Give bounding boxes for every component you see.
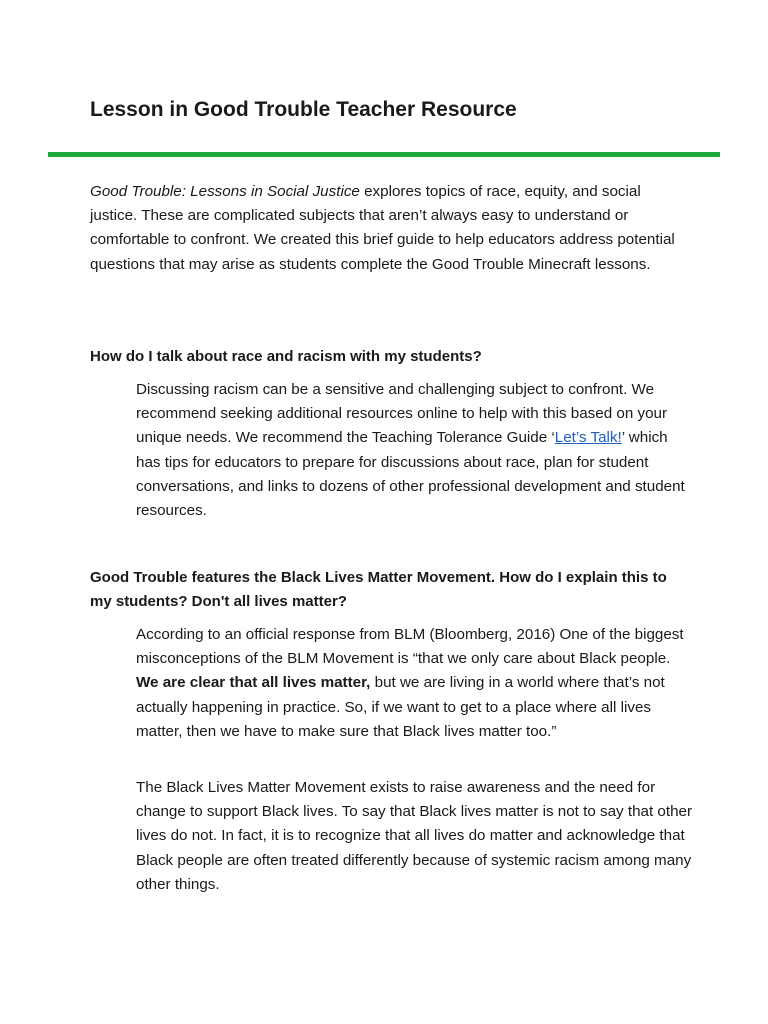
title-divider xyxy=(48,152,720,157)
intro-paragraph xyxy=(90,180,690,277)
answer-race-text-end: ’ which has tips for educators to prepare for discussions about race, plan for student conversations, and links to dozens of other professional development and student resources. xyxy=(136,429,685,520)
answer-blm-paragraph-1 xyxy=(136,623,696,744)
answer-race-paragraph xyxy=(136,378,696,523)
question-blm-heading: Good Trouble features the Black Lives Matter Movement. How do I explain this to my students? Don't all lives matter? xyxy=(90,569,667,610)
intro-italic-title: Good Trouble: Lessons in Social Justice xyxy=(90,183,360,200)
answer-blm-paragraph-2: The Black Lives Matter Movement exists to raise awareness and the need for change to support Black lives. To say that Black lives matter is not to say that other lives do not. In fact, it is to recognize that all lives do matter and acknowledge that Black people are often treated differently because of systemic racism among many other things. xyxy=(136,779,693,893)
intro-text: explores topics of race, equity, and social justice. These are complicated subjects that aren’t always easy to understand or comfortable to confront. We created this brief guide to help educators address potential questions that may arise as students complete the Good Trouble Minecraft lessons. xyxy=(90,183,675,273)
answer-blm-bold-text: We are clear that all lives matter, xyxy=(136,674,371,692)
answer-race-text-start: Discussing racism can be a sensitive and challenging subject to confront. We recommend seeking additional resources online to help with this based on your unique needs. We recommend the Teaching Tolerance Guide ‘ xyxy=(136,381,668,447)
answer-blm-text-end: but we are living in a world where that’s not actually happening in practice. So, if we want to get to a place where all lives matter, then we have to make sure that Black lives matter too.” xyxy=(136,674,665,740)
answer-blm-text-start: According to an official response from BLM (Bloomberg, 2016) One of the biggest misconceptions of the BLM Movement is “that we only care about Black people. xyxy=(136,626,684,668)
page-title: Lesson in Good Trouble Teacher Resource xyxy=(90,98,517,121)
lets-talk-link[interactable]: Let’s Talk! xyxy=(554,429,622,447)
question-race-heading: How do I talk about race and racism with my students? xyxy=(90,348,482,365)
